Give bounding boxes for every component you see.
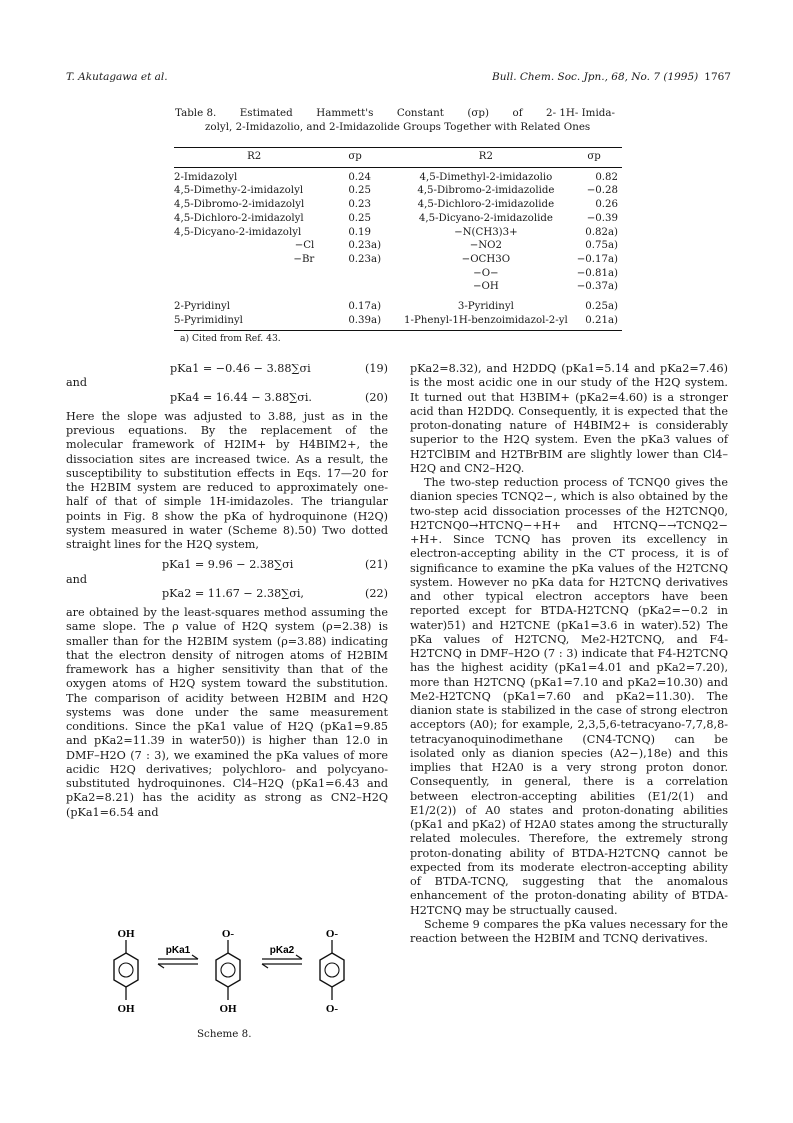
left-column xyxy=(66,362,388,820)
table-cell: 0.21a) xyxy=(570,314,622,331)
page-number: 1767 xyxy=(704,71,731,83)
equation-body: pKa1 = −0.46 − 3.88∑σi xyxy=(170,362,311,375)
equation-number: (21) xyxy=(365,558,388,572)
table-cell: −0.81a) xyxy=(576,267,618,279)
table-row xyxy=(174,239,622,253)
equilibrium-arrow-1 xyxy=(158,945,198,968)
connective-text: and xyxy=(66,376,88,390)
connective-text: and xyxy=(66,572,88,586)
table-row xyxy=(174,167,622,184)
table-caption xyxy=(175,106,615,134)
table-cell: −NO2 xyxy=(469,240,503,252)
table-row xyxy=(174,212,622,226)
table-cell: 0.75a) xyxy=(585,240,618,252)
substituent-label: O- xyxy=(325,1003,339,1015)
table-cell: −OCH3O xyxy=(461,253,511,265)
right-column xyxy=(410,362,728,946)
pka2-label: pKa2 xyxy=(269,945,295,956)
scheme-caption: Scheme 8. xyxy=(197,1028,252,1040)
table-cell xyxy=(334,280,401,294)
table-cell: 0.82a) xyxy=(585,226,618,238)
body-paragraph: are obtained by the least-squares method assuming the same slope. The ρ value of H2Q system (ρ=2.38) is smaller than for the H2BIM system (ρ=3.88) indicating that the electron density of nitrogen atoms of H2BIM framework has a higher sensitivity than that of the oxygen atoms of H2Q system toward the substitution. The comparison of acidity between H2BIM and H2Q systems was done under the same measurement conditions. Since the pKa1 value of H2Q (pKa1=9.85 and pKa2=11.39 in water50)) is higher than 12.0 in DMF–H2O (7 : 3), we examined the pKa values of more acidic H2Q derivatives; polychloro- and polycyano-substituted hydroquinones. Cl4–H2Q (pKa1=6.43 and pKa2=8.21) has the acidity as strong as CN2–H2Q (pKa1=6.54 and xyxy=(66,606,388,819)
table-cell: 0.24 xyxy=(348,171,371,183)
table-cell: −OH xyxy=(472,281,499,293)
table-cell: 1-Phenyl-1H-benzoimidazol-2-yl xyxy=(402,314,570,331)
equation-number: (22) xyxy=(365,586,388,600)
substituent-label: O- xyxy=(325,928,339,940)
table-cell: −0.37a) xyxy=(576,281,618,293)
header-r2-left: R2 xyxy=(174,148,334,168)
table-footnote: a) Cited from Ref. 43. xyxy=(180,333,281,344)
table-cell xyxy=(334,267,401,281)
table-cell: −0.28 xyxy=(586,185,618,197)
table-row xyxy=(174,184,622,198)
table-cell: 2-Imidazolyl xyxy=(174,171,238,183)
table-cell: −0.39 xyxy=(586,212,618,224)
body-paragraph: Scheme 9 compares the pKa values necessary for the reaction between the H2BIM and TCNQ derivatives. xyxy=(410,917,728,945)
hydroquinone-structure xyxy=(114,928,138,1015)
table-header-row xyxy=(174,148,622,168)
table-cell xyxy=(174,267,334,281)
running-head-journal xyxy=(492,71,731,83)
table-cell: 0.25 xyxy=(348,212,371,224)
table-cell: 5-Pyrimidinyl xyxy=(174,314,334,331)
table-cell: 0.23a) xyxy=(348,253,382,265)
table-cell: 4,5-Dichloro-2-imidazolide xyxy=(417,199,555,211)
table-row xyxy=(174,300,622,314)
caption-word: Constant xyxy=(396,107,444,119)
caption-word: 2- 1H- Imida- xyxy=(546,107,615,119)
table-cell: 3-Pyridinyl xyxy=(457,301,514,313)
equilibrium-arrow-2 xyxy=(262,945,302,968)
equation-body: pKa4 = 16.44 − 3.88∑σi. xyxy=(170,390,312,404)
caption-word: Hammett's xyxy=(316,107,374,119)
table-cell: 0.23 xyxy=(348,199,371,211)
table-cell: 4,5-Dibromo-2-imidazolyl xyxy=(174,199,305,211)
table-row xyxy=(174,226,622,240)
equation-body: pKa1 = 9.96 − 2.38∑σi xyxy=(162,558,294,572)
equation-number: (19) xyxy=(365,362,388,375)
table-cell: 0.23a) xyxy=(348,240,382,252)
equation-body: pKa2 = 11.67 − 2.38∑σi, xyxy=(162,586,304,600)
table-row xyxy=(174,280,622,294)
header-sigma-left: σp xyxy=(334,148,401,168)
table-row xyxy=(174,314,622,331)
table-cell: 4,5-Dicyano-2-imidazolyl xyxy=(174,226,302,238)
table-row xyxy=(174,198,622,212)
table-cell: −0.17a) xyxy=(576,253,618,265)
equation-22 xyxy=(66,587,388,601)
caption-line-2: zolyl, 2-Imidazolio, and 2-Imidazolide Groups Together with Related Ones xyxy=(205,121,591,133)
table-row xyxy=(174,267,622,281)
pka1-label: pKa1 xyxy=(165,945,191,956)
dianion-structure xyxy=(320,928,344,1015)
body-paragraph: The two-step reduction process of TCNQ0 gives the dianion species TCNQ2−, which is also obtained by the two-step acid dissociation processes of the H2TCNQ0, H2TCNQ0→HTCNQ−+H+ and HTCNQ−→TCNQ2−+H+. Since TCNQ has proven its excellency in electron-accepting ability in the CT process, it is of significance to examine the pKa values of the H2TCNQ system. However no pKa data for H2TCNQ derivatives and other typical electron acceptors have been reported except for BTDA-H2TCNQ (pKa2=−0.2 in water)51) and H2TCNE (pKa1=3.6 in water).52) The pKa values of H2TCNQ, Me2-H2TCNQ, and F4-H2TCNQ in DMF–H2O (7 : 3) indicate that F4-H2TCNQ has the highest acidity (pKa1=4.01 and pKa2=7.20), more than H2TCNQ (pKa1=7.10 and pKa2=10.30) and Me2-H2TCNQ (pKa1=7.60 and pKa2=11.30). The dianion state is stabilized in the case of strong electron acceptors (A0); for example, 2,3,5,6-tetracyano-7,7,8,8-tetracyanoquinodimethane (CN4-TCNQ) can be isolated only as dianion species (A2−),18e) and this implies that H2A0 is a very strong proton donor. Consequently, in general, there is a correlation between electron-accepting abilities (E1/2(1) and E1/2(2)) of A0 states and proton-donating abilities (pKa1 and pKa2) of H2A0 states among the structurally related molecules. Therefore, the extremely strong proton-donating ability of BTDA-H2TCNQ cannot be expected from its moderate electron-accepting ability of BTDA-TCNQ, suggesting that the anomalous enhancement of the proton-donating ability of BTDA-H2TCNQ may be structually caused. xyxy=(410,476,728,917)
table-cell: 0.39a) xyxy=(334,314,401,331)
table-cell: 2-Pyridinyl xyxy=(174,301,231,313)
header-sigma-right: σp xyxy=(570,148,622,168)
table-cell: 4,5-Dicyano-2-imidazolide xyxy=(418,212,553,224)
equation-19 xyxy=(66,362,388,376)
equation-21 xyxy=(66,558,388,572)
table-cell: 0.25a) xyxy=(585,301,618,313)
caption-word: (σp) xyxy=(467,107,490,119)
caption-word: of xyxy=(512,107,523,119)
table-cell: 0.19 xyxy=(348,226,371,238)
caption-line-1 xyxy=(175,106,615,120)
table-row xyxy=(174,253,622,267)
hammett-table xyxy=(174,147,622,331)
scheme-8-diagram xyxy=(100,925,360,1027)
table-cell: 0.17a) xyxy=(348,301,382,313)
header-r2-right: R2 xyxy=(402,148,570,168)
table-cell: 4,5-Dibromo-2-imidazolide xyxy=(417,185,555,197)
body-paragraph: Here the slope was adjusted to 3.88, just as in the previous equations. By the replacement of the molecular framework of H2IM+ by H4BIM2+, the dissociation sites are increased twice. As a result, the susceptibility to substitution effects in Eqs. 17—20 for the H2BIM system are reduced to approximately one-half of that of simple 1H-imidazoles. The triangular points in Fig. 8 show the pKa of hydroquinone (H2Q) system measured in water (Scheme 8).50) Two dotted straight lines for the H2Q system, xyxy=(66,409,388,551)
journal-citation: Bull. Chem. Soc. Jpn., 68, No. 7 (1995) xyxy=(492,71,699,83)
table-cell: −Cl xyxy=(294,240,315,252)
table-cell: −Br xyxy=(293,253,315,265)
equation-20 xyxy=(66,391,388,405)
table-cell: 4,5-Dimethyl-2-imidazolio xyxy=(419,171,553,183)
table-cell: 4,5-Dichloro-2-imidazolyl xyxy=(174,212,304,224)
substituent-label: O- xyxy=(221,928,235,940)
table-cell: 0.25 xyxy=(348,185,371,197)
caption-word: Estimated xyxy=(239,107,293,119)
substituent-label: OH xyxy=(117,928,135,940)
table-cell: 0.26 xyxy=(595,199,618,211)
substituent-label: OH xyxy=(219,1003,237,1015)
table-cell: 4,5-Dimethy-2-imidazolyl xyxy=(174,185,304,197)
monoanion-structure xyxy=(216,928,240,1015)
table-cell: −O− xyxy=(473,267,499,279)
table-cell: 0.82 xyxy=(595,171,618,183)
body-paragraph: pKa2=8.32), and H2DDQ (pKa1=5.14 and pKa2=7.46) is the most acidic one in our study of the H2Q system. It turned out that H3BIM+ (pKa2=4.60) is a stronger acid than H2DDQ. Consequently, it is expected that the proton-donating nature of H4BIM2+ is considerably superior to the H2Q system. Even the pKa3 values of H2TClBIM and H2TBrBIM are slightly lower than Cl4–H2Q and CN2–H2Q. xyxy=(410,362,728,475)
substituent-label: OH xyxy=(117,1003,135,1015)
equation-number: (20) xyxy=(365,390,388,404)
table-cell: −N(CH3)3+ xyxy=(454,226,518,238)
running-head-authors: T. Akutagawa et al. xyxy=(66,71,168,83)
caption-label: Table 8. xyxy=(175,107,217,119)
table-cell xyxy=(174,280,334,294)
